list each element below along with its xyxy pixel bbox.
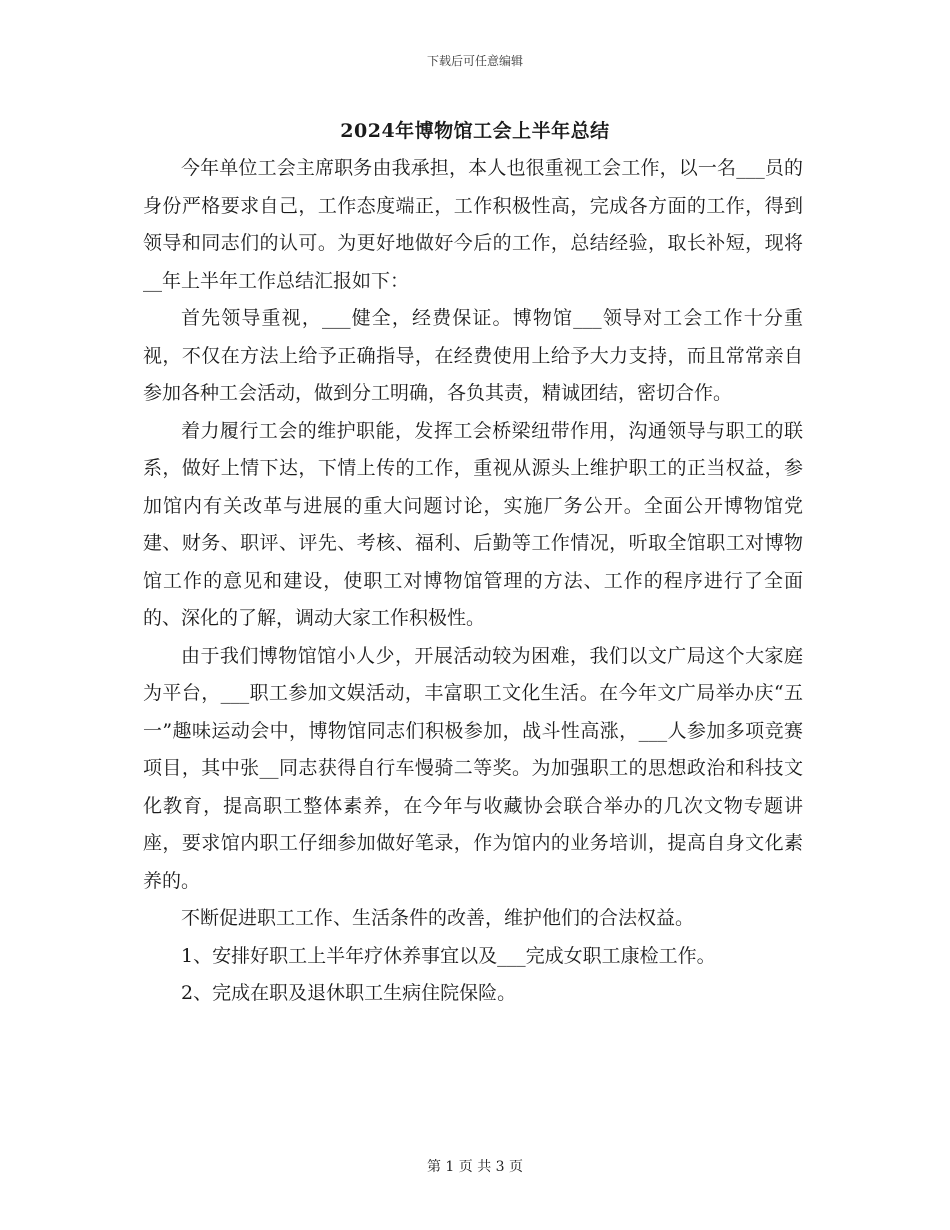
- paragraph-4: 由于我们博物馆馆小人少，开展活动较为困难，我们以文广局这个大家庭为平台，___职工参加文娱活动，丰富职工文化生活。在今年文广局举办庆“五一”趣味运动会中，博物馆同志们积极参加，战斗性高涨，___人参加多项竞赛项目，其中张__同志获得自行车慢骑二等奖。为加强职工的思想政治和科技文化教育，提高职工整体素养，在今年与收藏协会联合举办的几次文物专题讲座，要求馆内职工仔细参加做好笔录，作为馆内的业务培训，提高自身文化素养的。: [143, 644, 803, 892]
- document-title: 2024年博物馆工会上半年总结: [340, 120, 610, 142]
- paragraph-2: 首先领导重视，___健全，经费保证。博物馆___领导对工会工作十分重视，不仅在方法上给予正确指导，在经费使用上给予大力支持，而且常常亲自参加各种工会活动，做到分工明确，各负其责，精诚团结，密切合作。: [143, 307, 803, 404]
- paragraph-3: 着力履行工会的维护职能，发挥工会桥梁纽带作用，沟通领导与职工的联系，做好上情下达，下情上传的工作，重视从源头上维护职工的正当权益，参加馆内有关改革与进展的重大问题讨论，实施厂务公开。全面公开博物馆党建、财务、职评、评先、考核、福利、后勤等工作情况，听取全馆职工对博物馆工作的意见和建设，使职工对博物馆管理的方法、工作的程序进行了全面的、深化的了解，调动大家工作积极性。: [143, 419, 803, 629]
- page-footer: 第 1 页 共 3 页: [426, 1159, 524, 1175]
- list-item-2: 2、完成在职及退休职工生病住院保险。: [181, 982, 517, 1004]
- document-body: [143, 150, 803, 1013]
- paragraph-5: 不断促进职工工作、生活条件的改善，维护他们的合法权益。: [181, 907, 695, 929]
- list-item-1: 1、安排好职工上半年疗休养事宜以及___完成女职工康检工作。: [181, 944, 716, 967]
- paragraph-1: 今年单位工会主席职务由我承担，本人也很重视工会工作，以一名___员的身份严格要求自己，工作态度端正，工作积极性高，完成各方面的工作，得到领导和同志们的认可。为更好地做好今后的工作，总结经验，取长补短，现将__年上半年工作总结汇报如下：: [143, 157, 803, 292]
- header-note: 下载后可任意编辑: [426, 54, 523, 68]
